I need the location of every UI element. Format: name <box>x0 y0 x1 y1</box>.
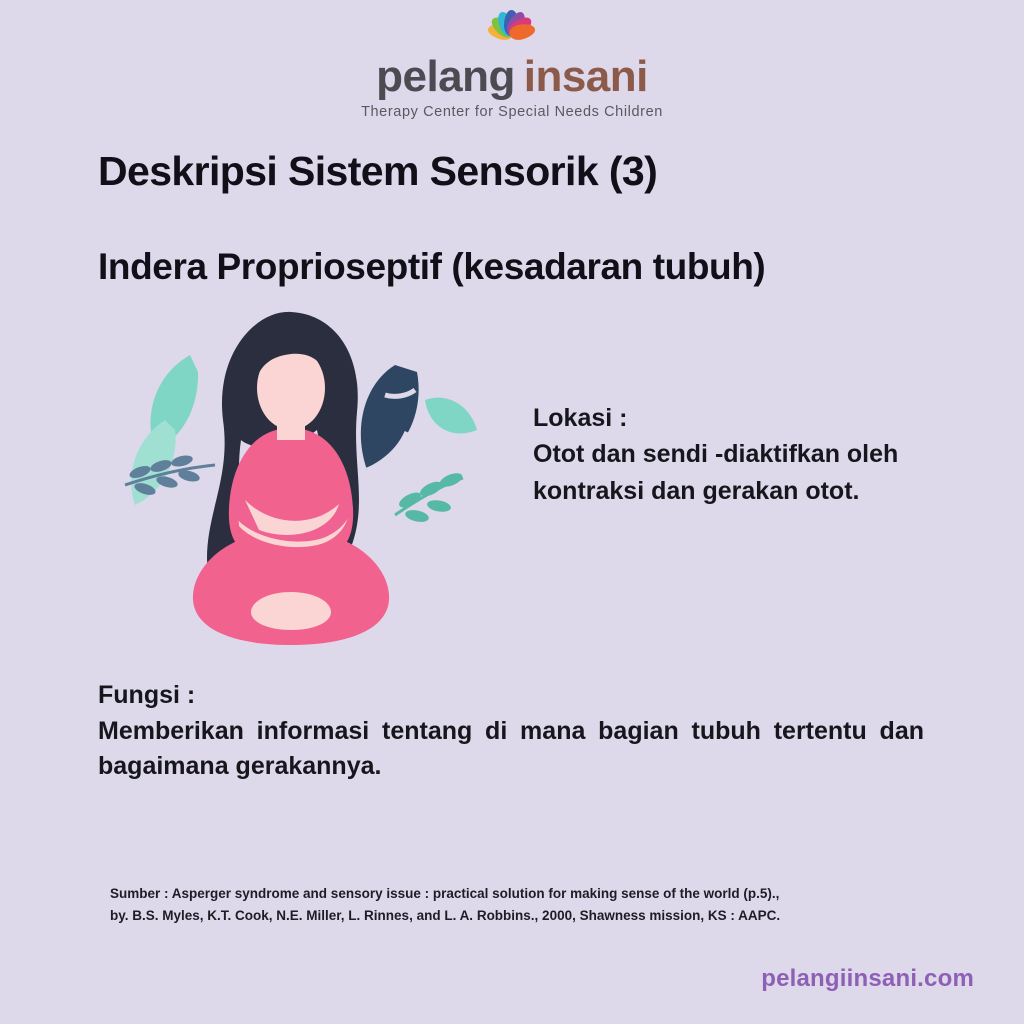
source-citation <box>110 883 940 926</box>
lokasi-label: Lokasi : <box>533 404 628 432</box>
brand-name <box>0 54 1024 100</box>
lokasi-text: Otot dan sendi -diaktifkan oleh kontraksi dan gerakan otot. <box>533 440 899 505</box>
leaf-group-right <box>361 365 477 524</box>
fungsi-text: Memberikan informasi tentang di mana bagian tubuh tertentu dan bagaimana gerakannya. <box>98 716 924 780</box>
brand-name-part1: pelang <box>376 52 515 101</box>
brand-name-part2: insani <box>523 52 648 101</box>
leaf-group-left <box>125 355 215 505</box>
source-line-1: Sumber : Asperger syndrome and sensory issue : practical solution for making sense of the world (p.5)., <box>110 886 780 901</box>
website-url[interactable]: pelangiinsani.com <box>761 965 974 992</box>
page-subtitle: Indera Proprioseptif (kesadaran tubuh) <box>98 246 766 287</box>
brand-logo <box>0 8 1024 120</box>
brand-tagline: Therapy Center for Special Needs Children <box>361 104 663 121</box>
flower-logo-icon <box>476 8 548 60</box>
source-line-2: by. B.S. Myles, K.T. Cook, N.E. Miller, L. Rinnes, and L. A. Robbins., 2000, Shawness mission, KS : AAPC. <box>110 907 781 923</box>
meditating-woman-illustration <box>95 300 485 660</box>
fungsi-label: Fungsi : <box>98 681 196 709</box>
fungsi-section <box>98 678 924 785</box>
lokasi-section <box>533 400 933 509</box>
page-title: Deskripsi Sistem Sensorik (3) <box>98 148 658 194</box>
